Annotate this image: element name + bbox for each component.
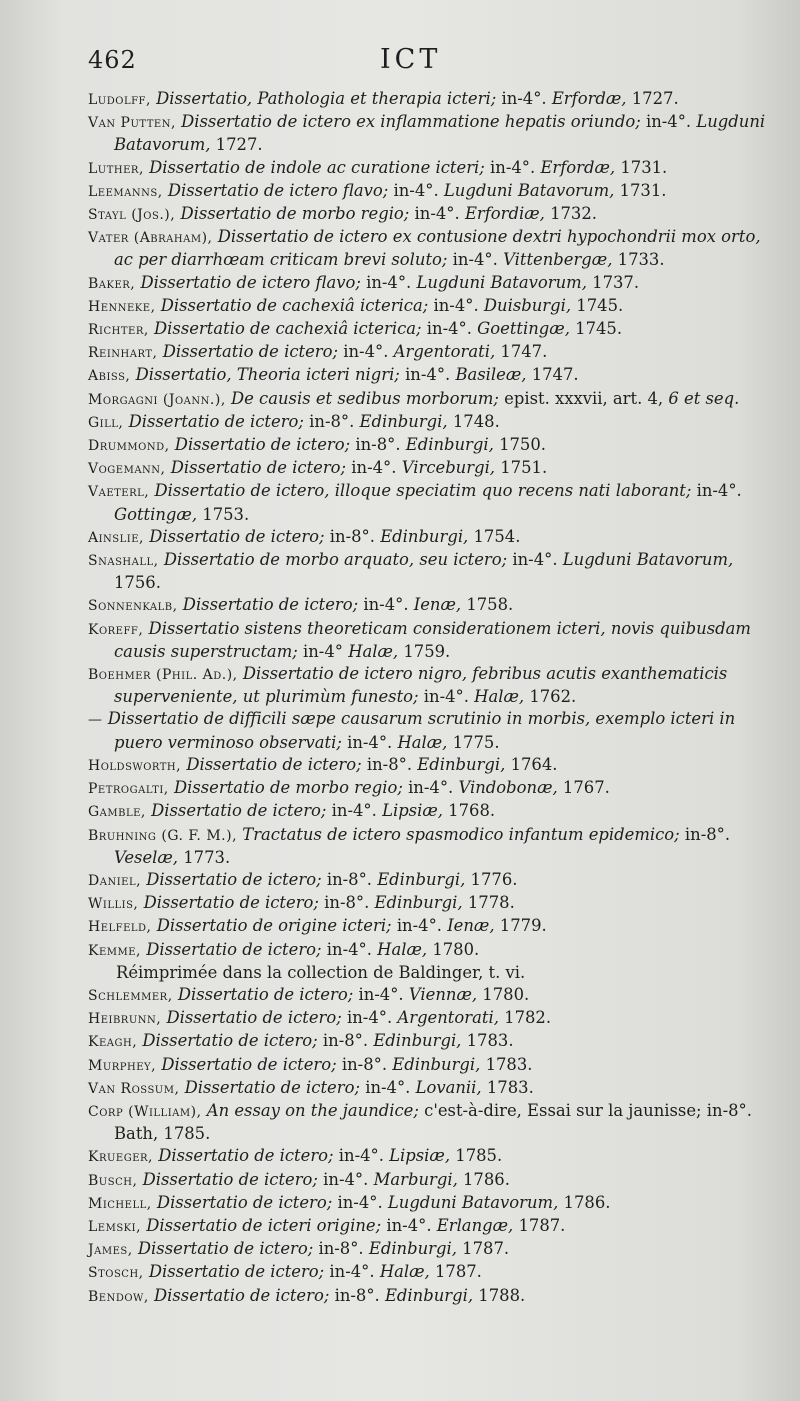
- entry-author: Heibrunn,: [88, 1011, 162, 1028]
- entry-place: Edinburgi,: [373, 1031, 462, 1051]
- entry-title: Dissertatio, Pathologia et therapia icteri;: [156, 89, 497, 108]
- entry-format: in-8°.: [366, 754, 413, 774]
- bibliography-entry: [88, 1007, 768, 1030]
- entry-title: Dissertatio de cachexiâ icterica;: [154, 319, 422, 339]
- entry-title: De causis et sedibus morborum;: [231, 388, 499, 408]
- bibliography-entry: [88, 594, 768, 617]
- bibliography-entry: [88, 1238, 768, 1261]
- entry-title: Dissertatio de ictero flavo;: [140, 272, 361, 292]
- entry-format: in-4°.: [433, 295, 479, 315]
- entry-year: 1783.: [466, 1031, 514, 1051]
- entry-place: Halæ,: [379, 1262, 430, 1282]
- entry-title: Dissertatio de indole ac curatione icteri;: [149, 157, 485, 177]
- bibliography-list: [88, 88, 768, 1308]
- bibliography-entry: [88, 364, 768, 387]
- entry-year: 1778.: [467, 893, 515, 913]
- entry-place: Edinburgi,: [374, 893, 463, 913]
- bibliography-entry: [88, 618, 768, 663]
- entry-format: in-8°.: [318, 1239, 364, 1259]
- entry-format: in-4°.: [323, 1169, 369, 1189]
- entry-year: 1745.: [576, 295, 624, 315]
- entry-place: Edinburgi,: [380, 526, 469, 546]
- entry-year: 1758.: [466, 595, 514, 615]
- entry-place: Edinburgi,: [368, 1239, 457, 1259]
- entry-author: Corp (William),: [88, 1103, 202, 1120]
- entry-year: 1759.: [403, 641, 451, 661]
- entry-author: Leemanns,: [88, 183, 163, 200]
- entry-title: An essay on the jaundice;: [206, 1100, 419, 1120]
- entry-year: 1787.: [434, 1262, 482, 1282]
- entry-title: Dissertatio de ictero;: [137, 1239, 314, 1259]
- entry-year: 1783.: [485, 1054, 533, 1074]
- entry-author: Michell,: [88, 1195, 152, 1212]
- entry-author: Luther,: [88, 160, 144, 177]
- bibliography-entry: [88, 480, 768, 525]
- entry-format: in-4°.: [696, 481, 742, 501]
- bibliography-entry: [88, 915, 768, 938]
- entry-title: Dissertatio de ictero;: [170, 458, 347, 478]
- entry-author: Van Rossum,: [88, 1080, 180, 1097]
- entry-author: —: [88, 712, 103, 729]
- entry-place: Erfordiæ,: [464, 204, 545, 224]
- entry-year: 1754.: [473, 526, 521, 546]
- bibliography-entry: [88, 457, 768, 480]
- entry-format: in-4°.: [347, 1008, 393, 1028]
- entry-title: Dissertatio de ictero;: [186, 754, 362, 774]
- entry-place: Vittenbergæ,: [503, 250, 613, 270]
- entry-title: Dissertatio de ictero ex contusione dextri hypochondrii mox orto, ac per diarrhœam criticam brevi soluto;: [114, 227, 761, 270]
- entry-place: Lugduni Batavorum,: [114, 112, 766, 155]
- entry-place: Lovanii,: [415, 1077, 482, 1097]
- entry-place: Edinburgi,: [417, 754, 506, 774]
- bibliography-entry: [88, 1169, 768, 1192]
- entry-year: 1780.: [482, 984, 530, 1004]
- entry-author: Drummond,: [88, 438, 170, 455]
- entry-place: Edinburgi,: [384, 1285, 474, 1305]
- bibliography-entry: [88, 708, 768, 753]
- entry-year: 1786.: [463, 1169, 510, 1189]
- bibliography-entry: [88, 526, 768, 549]
- entry-format: in-8°.: [309, 411, 355, 431]
- bibliography-entry: [88, 984, 768, 1007]
- entry-author: Murphey,: [88, 1057, 157, 1074]
- entry-title: Dissertatio de ictero;: [166, 1008, 342, 1028]
- entry-author: Vogemann,: [88, 461, 166, 478]
- entry-format: in-4°.: [365, 1077, 411, 1097]
- entry-author: James,: [88, 1242, 133, 1259]
- entry-author: Gamble,: [88, 804, 146, 821]
- bibliography-entry: [88, 1145, 768, 1168]
- entry-year: 1782.: [504, 1008, 552, 1028]
- entry-year: 1727.: [631, 89, 679, 108]
- entry-format: in-4°.: [501, 89, 547, 108]
- entry-place: Lugduni Batavorum,: [443, 180, 615, 200]
- entry-author: Stosch,: [88, 1265, 144, 1282]
- entry-place: Erlangæ,: [436, 1215, 514, 1235]
- entry-note: [88, 962, 768, 984]
- entry-year: 1732.: [550, 204, 598, 224]
- entry-author: Ainslie,: [88, 529, 145, 546]
- entry-format: in-8°.: [341, 1054, 388, 1074]
- entry-place: Edinburgi,: [377, 869, 466, 889]
- entry-format: in-4°.: [329, 1262, 375, 1282]
- entry-title: Dissertatio de ictero;: [142, 1169, 318, 1189]
- entry-place: Argentorati,: [397, 1008, 499, 1028]
- entry-format: in-4°.: [396, 916, 442, 936]
- entry-place: Ienæ,: [447, 916, 495, 936]
- entry-year: 1786.: [563, 1192, 611, 1212]
- entry-format: Réimprimée dans la collection de Baldinger, t. vi.: [116, 962, 526, 982]
- entry-title: Dissertatio de ictero;: [184, 1077, 360, 1097]
- entry-year: 1787.: [518, 1215, 566, 1235]
- entry-author: Vaeterl,: [88, 484, 150, 501]
- bibliography-entry: [88, 800, 768, 823]
- entry-title: Dissertatio de ictero nigro, febribus acutis exanthematicis superveniente, ut plurimùm funesto;: [114, 664, 728, 707]
- bibliography-entry: [88, 226, 768, 271]
- entry-place: Viennæ,: [408, 984, 478, 1004]
- entry-title: Dissertatio de ictero;: [161, 1054, 337, 1074]
- entry-format: in-8°.: [329, 526, 375, 546]
- entry-place: Goettingæ,: [477, 319, 570, 339]
- entry-format: in-4°.: [338, 1146, 384, 1166]
- entry-author: Koreff,: [88, 621, 144, 638]
- entry-title: Dissertatio de ictero;: [146, 939, 322, 959]
- entry-title: Dissertatio de ictero;: [128, 411, 304, 431]
- bibliography-entry: [88, 892, 768, 915]
- entry-place: Ienæ,: [413, 595, 462, 615]
- entry-author: Lemski,: [88, 1218, 142, 1235]
- bibliography-entry: [88, 869, 768, 892]
- entry-format: in-4°.: [405, 365, 451, 385]
- entry-place: Lugduni Batavorum,: [416, 272, 587, 292]
- entry-author: Schlemmer,: [88, 987, 173, 1004]
- entry-year: 1731.: [619, 180, 667, 200]
- entry-place: Halæ,: [474, 687, 525, 707]
- entry-format: in-8°.: [322, 1031, 369, 1051]
- entry-year: 1737.: [592, 272, 640, 292]
- entry-place: Halæ,: [348, 641, 399, 661]
- entry-title: Tractatus de ictero spasmodico infantum epidemico;: [242, 824, 680, 844]
- entry-format: epist. xxxvii, art. 4,: [504, 388, 664, 408]
- entry-author: Vater (Abraham),: [88, 230, 213, 247]
- bibliography-entry: [88, 777, 768, 800]
- entry-title: Dissertatio de morbo regio;: [173, 778, 403, 798]
- entry-year: 1745.: [575, 319, 623, 339]
- entry-place: Lugduni Batavorum,: [562, 550, 734, 570]
- entry-format: in-8°.: [355, 435, 401, 455]
- entry-format: in-4°.: [452, 250, 498, 270]
- entry-year: 1775.: [452, 732, 500, 752]
- entry-year: 1727.: [215, 135, 263, 155]
- entry-title: Dissertatio de ictero;: [182, 595, 359, 615]
- entry-title: Dissertatio de ictero;: [158, 1146, 334, 1166]
- entry-title: Dissertatio de ictero, illoque speciatim quo recens nati laborant;: [154, 481, 692, 501]
- entry-format: in-4°.: [512, 550, 558, 570]
- entry-title: Dissertatio de ictero;: [174, 435, 351, 455]
- bibliography-entry: [88, 272, 768, 295]
- entry-author: Abiss,: [88, 368, 131, 385]
- entry-format: in-8°.: [326, 869, 372, 889]
- entry-place: Virceburgi,: [401, 458, 496, 478]
- bibliography-entry: [88, 939, 768, 962]
- page-number: 462: [88, 46, 137, 74]
- entry-author: Gill,: [88, 414, 124, 431]
- entry-title: Dissertatio de ictero;: [146, 869, 322, 889]
- bibliography-entry: [88, 1215, 768, 1238]
- entry-format: in-4°.: [337, 1192, 383, 1212]
- entry-year: 1787.: [462, 1239, 510, 1259]
- entry-format: in-4°.: [423, 687, 469, 707]
- entry-place: Lugduni Batavorum,: [387, 1192, 559, 1212]
- entry-format: in-4°.: [351, 458, 397, 478]
- entry-title: Dissertatio de ictero;: [142, 1031, 318, 1051]
- entry-year: 1762.: [529, 687, 577, 707]
- bibliography-entry: [88, 111, 768, 156]
- bibliography-entry: [88, 754, 768, 777]
- entry-title: Dissertatio de morbo regio;: [180, 204, 410, 224]
- entry-format: in-4°.: [414, 204, 460, 224]
- entry-title: Dissertatio de ictero;: [162, 342, 339, 362]
- entry-year: 1750.: [499, 435, 546, 455]
- bibliography-entry: [88, 663, 768, 708]
- entry-title: Dissertatio de ictero;: [148, 1262, 325, 1282]
- entry-year: 1731.: [620, 157, 668, 177]
- entry-year: 1780.: [432, 939, 480, 959]
- entry-year: 1748.: [452, 411, 500, 431]
- entry-title: Dissertatio de cachexiâ icterica;: [160, 295, 429, 315]
- entry-format: in-8°.: [324, 893, 370, 913]
- entry-format: c'est-à-dire, Essai sur la jaunisse; in-8°. Bath,: [114, 1100, 752, 1144]
- entry-author: Busch,: [88, 1172, 138, 1189]
- entry-format: in-4°.: [347, 732, 393, 752]
- entry-place: Lipsiæ,: [389, 1146, 451, 1166]
- entry-author: Bendow,: [88, 1288, 149, 1305]
- bibliography-entry: [88, 1077, 768, 1100]
- entry-title: Dissertatio de ictero;: [154, 1285, 330, 1305]
- bibliography-entry: [88, 295, 768, 318]
- entry-place: Basileæ,: [455, 365, 527, 385]
- entry-title: Dissertatio de ictero flavo;: [167, 180, 389, 200]
- entry-format: in-4°.: [490, 157, 536, 177]
- entry-place: Duisburgi,: [483, 295, 572, 315]
- bibliography-entry: [88, 157, 768, 180]
- entry-author: Sonnenkalb,: [88, 598, 178, 615]
- bibliography-entry: [88, 1054, 768, 1077]
- bibliography-entry: [88, 388, 768, 411]
- entry-place: Edinburgi,: [405, 435, 494, 455]
- entry-author: Stayl (Jos.),: [88, 207, 176, 224]
- entry-format: in-4°.: [393, 180, 439, 200]
- bibliography-entry: [88, 824, 768, 869]
- entry-author: Helfeld,: [88, 919, 152, 936]
- entry-author: Krueger,: [88, 1149, 153, 1166]
- entry-title: Dissertatio de ictero;: [143, 893, 319, 913]
- entry-year: 1764.: [510, 754, 558, 774]
- bibliography-entry: [88, 1261, 768, 1284]
- page-header: [88, 44, 738, 80]
- entry-year: 1753.: [202, 504, 250, 524]
- entry-year: 1788.: [478, 1285, 526, 1305]
- entry-year: 1733.: [617, 250, 665, 270]
- entry-place: 6 et seq.: [668, 388, 740, 408]
- entry-format: in-4°.: [343, 342, 389, 362]
- entry-place: Halæ,: [397, 732, 448, 752]
- bibliography-entry: [88, 549, 768, 594]
- entry-format: in-4°.: [386, 1215, 432, 1235]
- entry-place: Vindobonæ,: [458, 778, 558, 798]
- entry-author: Van Putten,: [88, 115, 176, 132]
- entry-author: Keagh,: [88, 1034, 138, 1051]
- entry-title: Dissertatio de ictero ex inflammatione hepatis oriundo;: [181, 112, 641, 132]
- entry-place: Gottingæ,: [114, 504, 198, 524]
- entry-year: 1747.: [500, 342, 548, 362]
- bibliography-entry: [88, 1192, 768, 1215]
- entry-year: 1783.: [486, 1077, 534, 1097]
- entry-title: Dissertatio de origine icteri;: [156, 916, 392, 936]
- entry-format: in-4°.: [358, 984, 404, 1004]
- entry-author: Snashall,: [88, 553, 159, 570]
- entry-year: 1785.: [455, 1146, 503, 1166]
- entry-format: in-4°.: [326, 939, 372, 959]
- entry-format: in-8°.: [334, 1285, 380, 1305]
- entry-format: in-4°: [303, 641, 343, 661]
- entry-year: 1768.: [448, 801, 496, 821]
- entry-format: in-4°.: [331, 801, 377, 821]
- entry-place: Edinburgi,: [392, 1054, 481, 1074]
- entry-year: 1756.: [114, 573, 161, 593]
- entry-author: Petrogalti,: [88, 781, 169, 798]
- bibliography-entry: [88, 411, 768, 434]
- entry-year: 1767.: [562, 778, 610, 798]
- entry-year: 1751.: [500, 458, 548, 478]
- entry-place: Erfordæ,: [551, 89, 627, 108]
- entry-title: Dissertatio de ictero;: [149, 526, 325, 546]
- entry-year: 1785.: [163, 1124, 211, 1144]
- entry-place: Argentorati,: [393, 342, 496, 362]
- entry-place: Lipsiæ,: [382, 801, 443, 821]
- entry-title: Dissertatio de difficili sæpe causarum scrutinio in morbis, exemplo icteri in puero verminoso observati;: [107, 709, 736, 752]
- entry-place: Halæ,: [377, 939, 428, 959]
- entry-author: Baker,: [88, 275, 136, 292]
- entry-author: Ludolff,: [88, 92, 151, 108]
- entry-place: Marburgi,: [373, 1169, 458, 1189]
- entry-title: Dissertatio de ictero;: [151, 801, 327, 821]
- bibliography-entry: [88, 88, 768, 111]
- entry-title: Dissertatio de ictero;: [177, 984, 354, 1004]
- running-head: ICT: [380, 44, 442, 75]
- entry-format: in-4°.: [645, 112, 692, 132]
- bibliography-entry: [88, 1030, 768, 1053]
- entry-author: Kemme,: [88, 942, 141, 959]
- bibliography-entry: [88, 434, 768, 457]
- entry-author: Bruhning (G. F. M.),: [88, 827, 238, 844]
- entry-format: in-4°.: [363, 595, 409, 615]
- entry-place: Veselæ,: [114, 847, 179, 867]
- entry-author: Willis,: [88, 896, 139, 913]
- entry-title: Dissertatio de icteri origine;: [146, 1215, 382, 1235]
- entry-year: 1776.: [470, 869, 518, 889]
- entry-format: in-4°.: [408, 778, 454, 798]
- entry-format: in-4°.: [426, 319, 472, 339]
- entry-year: 1747.: [531, 365, 579, 385]
- bibliography-entry: [88, 180, 768, 203]
- entry-author: Morgagni (Joann.),: [88, 391, 226, 408]
- entry-author: Reinhart,: [88, 345, 158, 362]
- entry-year: 1773.: [183, 847, 231, 867]
- entry-year: 1779.: [499, 916, 547, 936]
- entry-title: Dissertatio de ictero;: [156, 1192, 333, 1212]
- entry-title: Dissertatio de morbo arquato, seu ictero;: [163, 550, 508, 570]
- entry-author: Henneke,: [88, 298, 156, 315]
- bibliography-entry: [88, 341, 768, 364]
- entry-place: Edinburgi,: [359, 411, 448, 431]
- entry-author: Richter,: [88, 322, 149, 339]
- entry-title: Dissertatio, Theoria icteri nigri;: [135, 365, 400, 385]
- bibliography-entry: [88, 318, 768, 341]
- entry-format: in-4°.: [366, 272, 412, 292]
- bibliography-entry: [88, 1100, 768, 1145]
- entry-title: Dissertatio sistens theoreticam considerationem icteri, novis quibusdam causis superstructam;: [114, 618, 751, 661]
- entry-author: Holdsworth,: [88, 757, 182, 774]
- entry-place: Erfordæ,: [540, 157, 616, 177]
- bibliography-entry: [88, 1285, 768, 1308]
- entry-author: Boehmer (Phil. Ad.),: [88, 667, 238, 684]
- entry-author: Daniel,: [88, 872, 142, 889]
- entry-format: in-8°.: [684, 824, 731, 844]
- bibliography-entry: [88, 203, 768, 226]
